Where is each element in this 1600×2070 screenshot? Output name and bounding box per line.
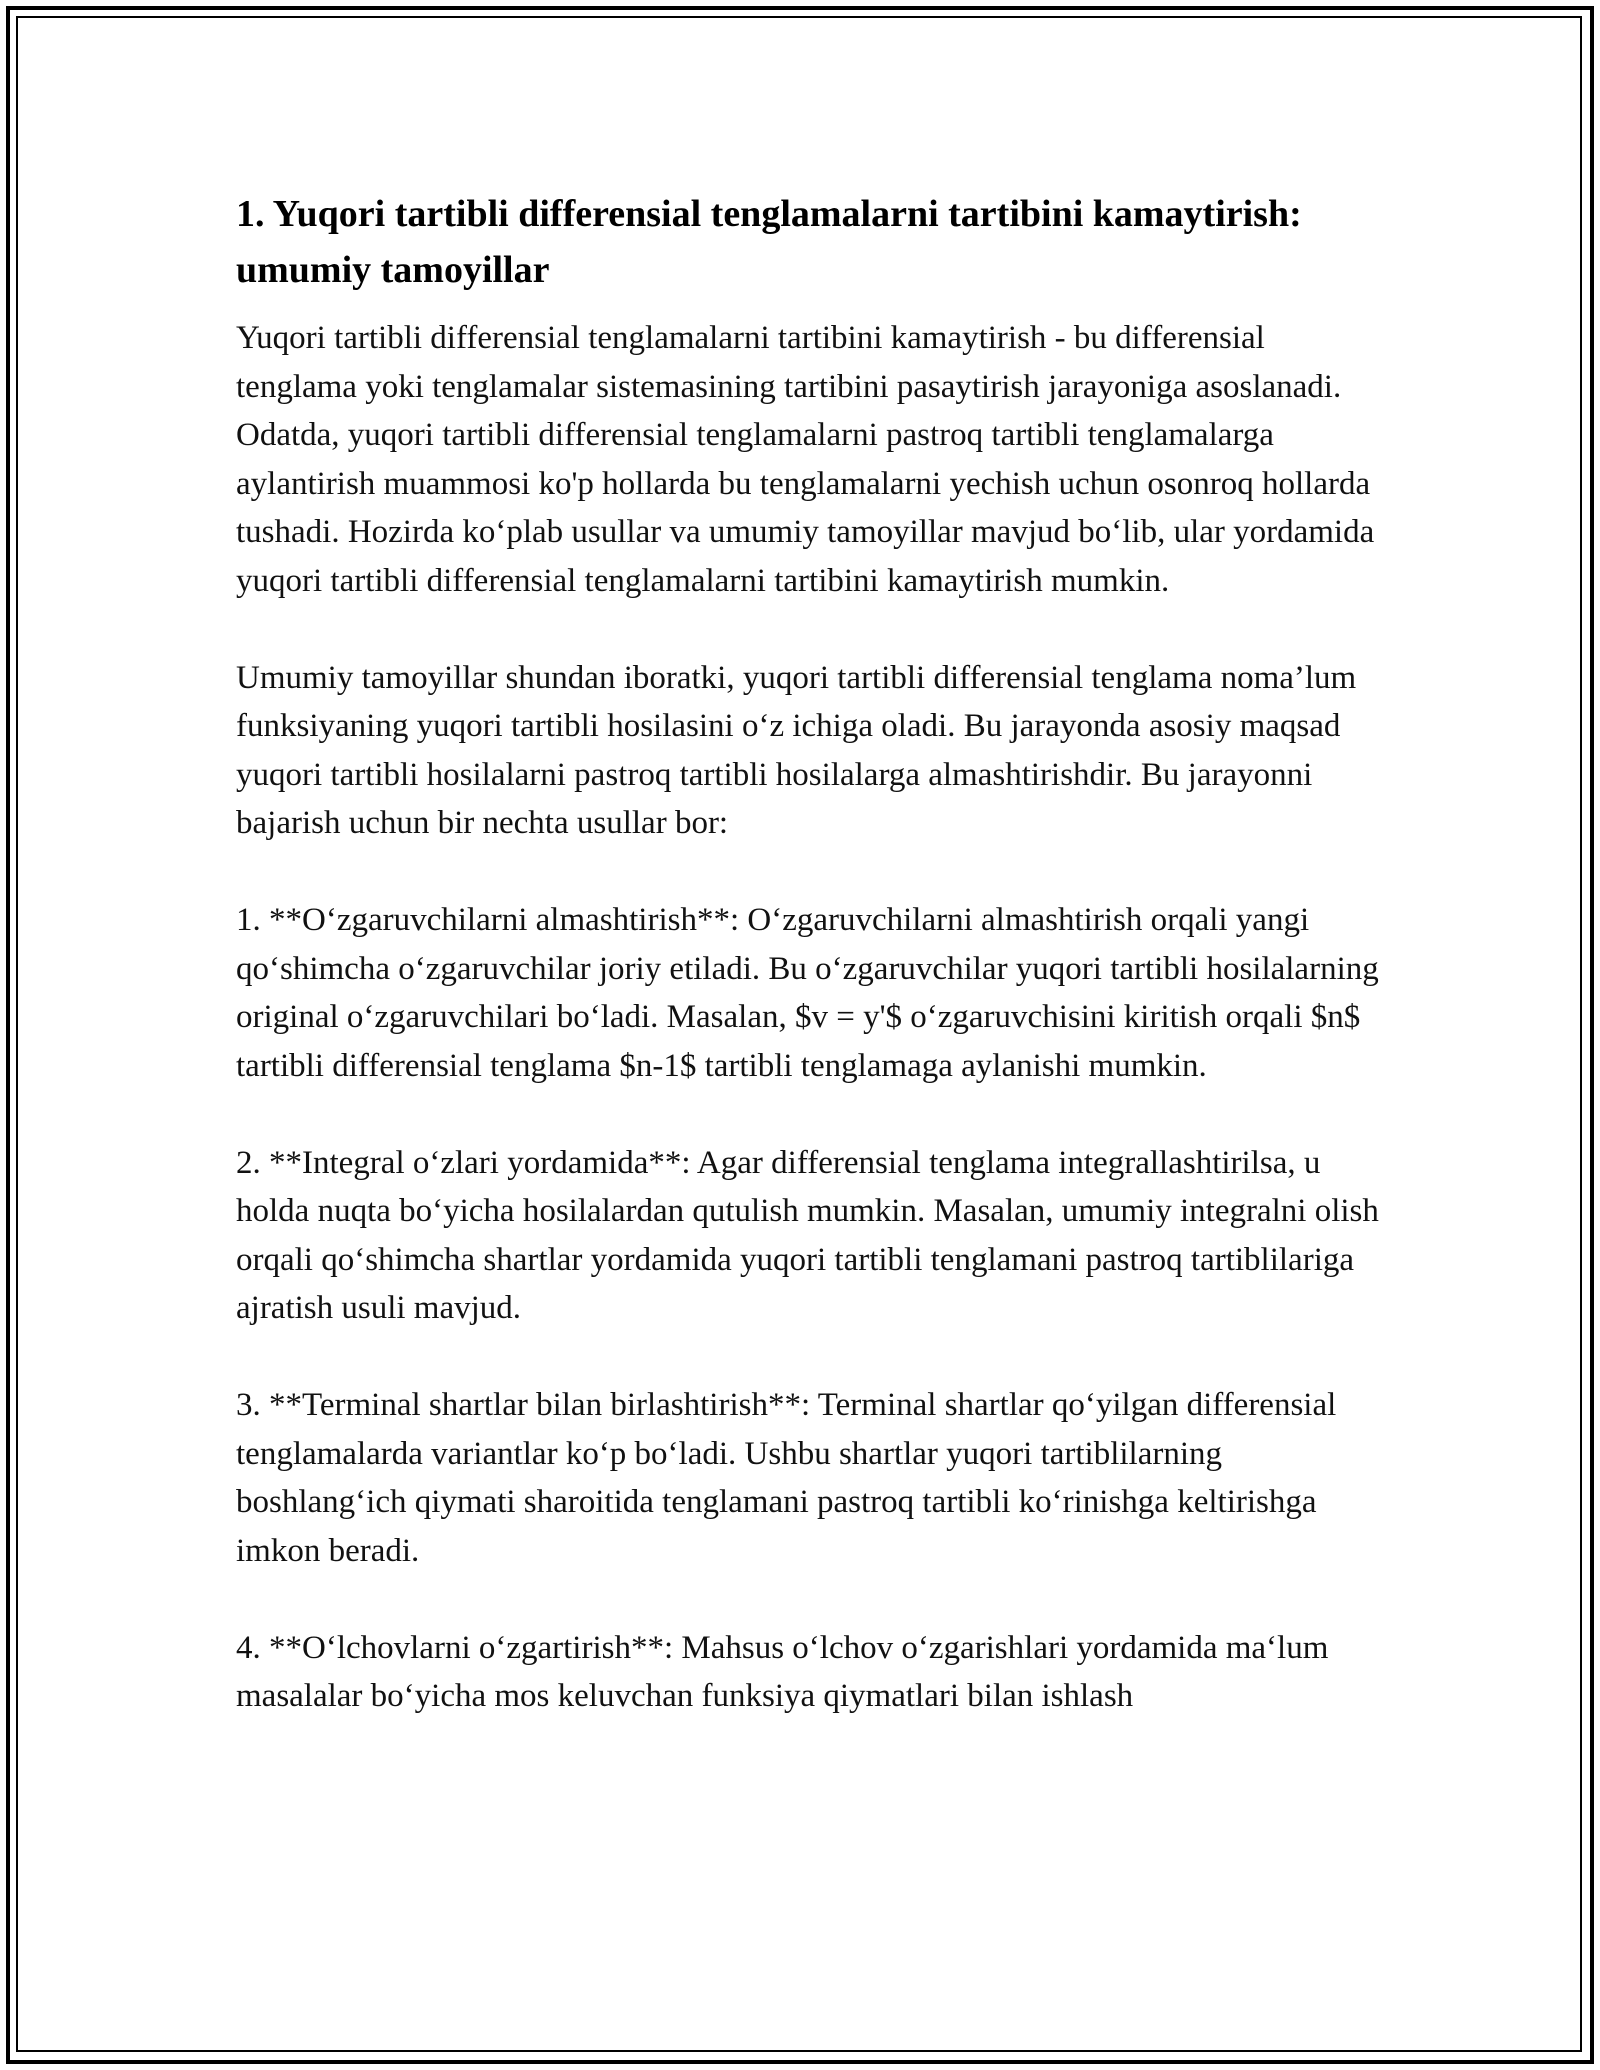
list-item-method-3: 3. **Terminal shartlar bilan birlashtirish**: Terminal shartlar qo‘yilgan differensial tenglamalarda variantlar ko‘p bo‘ladi. Ushbu shartlar yuqori tartiblilarning boshlang‘ich qiymati sharoitida tenglamani pastroq tartibli ko‘rinishga keltirishga imkon beradi.	[236, 1387, 1337, 1569]
section-heading: 1. Yuqori tartibli differensial tenglamalarni tartibini kamaytirish: umumiy tamoyillar	[236, 193, 1302, 291]
paragraph-principles: Umumiy tamoyillar shundan iboratki, yuqori tartibli differensial tenglama noma’lum funksiyaning yuqori tartibli hosilasini o‘z ichiga oladi. Bu jarayonda asosiy maqsad yuqori tartibli hosilalarni pastroq tartibli hosilalarga almashtirishdir. Bu jarayonni bajarish uchun bir nechta usullar bor:	[236, 659, 1357, 841]
list-item-method-1: 1. **O‘zgaruvchilarni almashtirish**: O‘zgaruvchilarni almashtirish orqali yangi qo‘shimcha o‘zgaruvchilar joriy etiladi. Bu o‘zgaruvchilar yuqori tartibli hosilalarning original o‘zgaruvchilari bo‘ladi. Masalan, $v = y'$ o‘zgaruvchisini kiritish orqali $n$ tartibli differensial tenglama $n-1$ tartibli tenglamaga aylanishi mumkin.	[236, 902, 1379, 1084]
list-item-method-2: 2. **Integral o‘zlari yordamida**: Agar differensial tenglama integrallashtirilsa, u holda nuqta bo‘yicha hosilalardan qutulish mumkin. Masalan, umumiy integralni olish orqali qo‘shimcha shartlar yordamida yuqori tartibli tenglamani pastroq tartiblilariga ajratish usuli mavjud.	[236, 1144, 1379, 1326]
paragraph-intro: Yuqori tartibli differensial tenglamalarni tartibini kamaytirish - bu differensial tenglama yoki tenglamalar sistemasining tartibini pasaytirish jarayoniga asoslanadi. Odatda, yuqori tartibli differensial tenglamalarni pastroq tartibli tenglamalarga aylantirish muammosi ko'p hollarda bu tenglamalarni yechish uchun osonroq hollarda tushadi. Hozirda ko‘plab usullar va umumiy tamoyillar mavjud bo‘lib, ular yordamida yuqori tartibli differensial tenglamalarni tartibini kamaytirish mumkin.	[236, 320, 1375, 599]
document-body	[236, 186, 1386, 1721]
list-item-method-4: 4. **O‘lchovlarni o‘zgartirish**: Mahsus o‘lchov o‘zgarishlari yordamida ma‘lum masalalar bo‘yicha mos keluvchan funksiya qiymatlari bilan ishlash	[236, 1629, 1329, 1714]
